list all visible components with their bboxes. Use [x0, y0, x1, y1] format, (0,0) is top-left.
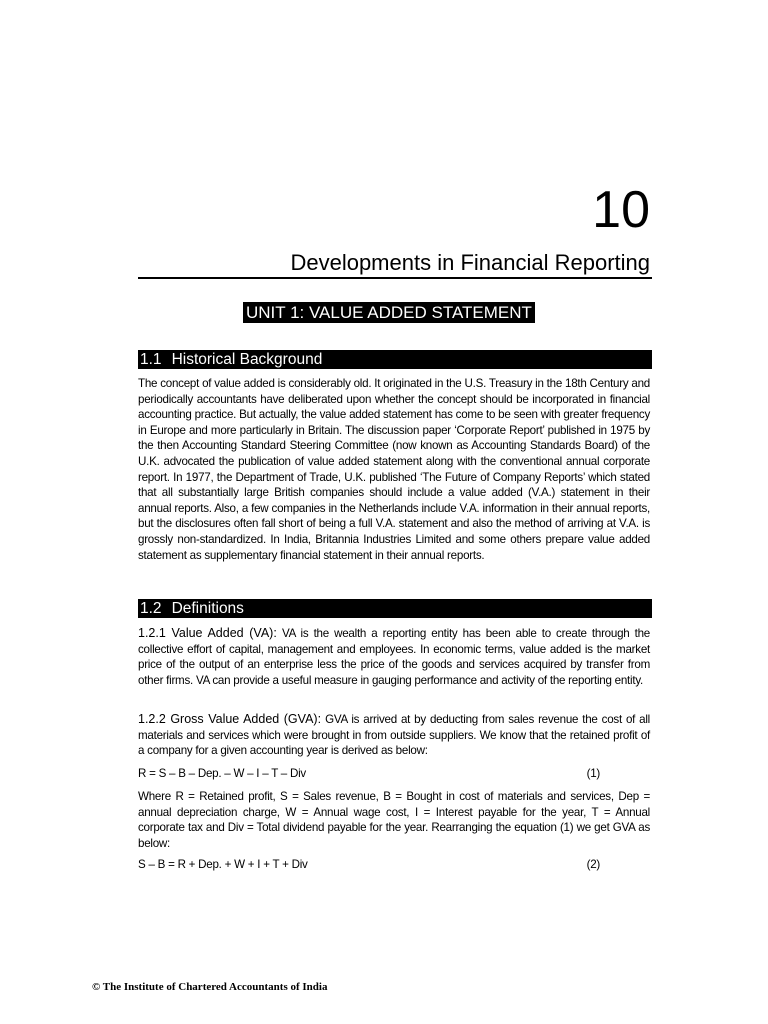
value-added-heading: 1.2.1 Value Added (VA):	[138, 626, 277, 640]
section-title: Definitions	[171, 600, 244, 617]
historical-background-paragraph: The concept of value added is considerably old. It originated in the U.S. Treasury in the 18th Century and periodically accountants have deliberated upon whether the concept should be incorporated in financial accounting practice. But actually, the value added statement has come to be seen with greater frequency in Europe and more particularly in Britain. The discussion paper ‘Corporate Report’ published in 1975 by the then Accounting Standard Steering Committee (now known as Accounting Standards Board) of the U.K. advocated the publication of value added statement along with the conventional annual corporate report. In 1977, the Department of Trade, U.K. published ‘The Future of Company Reports’ which stated that all substantially large British companies should include a value added (V.A.) statement in their annual reports. Also, a few companies in the Netherlands include V.A. information in their annual reports, but the disclosures often fall short of being a full V.A. statement and also the method of arriving at V.A. is grossly non-standardized. In India, Britannia Industries Limited and some others prepare value added statement as supplementary financial statement in their annual reports.	[138, 377, 650, 562]
section-heading-historical-background	[138, 350, 652, 369]
equation-variables-paragraph: Where R = Retained profit, S = Sales revenue, B = Bought in cost of materials and services, Dep = annual depreciation charge, W = Annual wage cost, I = Interest payable for the year, T = Annual corporate tax and Div = Total dividend payable for the year. Rearranging the equation (1) we get GVA as below:	[138, 790, 650, 850]
equation-1-expression: R = S – B – Dep. – W – I – T – Div	[138, 767, 306, 780]
equation-2-expression: S – B = R + Dep. + W + I + T + Div	[138, 858, 308, 871]
section-number: 1.2	[140, 600, 162, 617]
copyright-footer: © The Institute of Chartered Accountants of India	[92, 981, 328, 993]
section-heading-definitions	[138, 599, 652, 618]
equation-1	[138, 766, 600, 782]
equation-2-label: (2)	[586, 858, 600, 871]
unit-title: UNIT 1: VALUE ADDED STATEMENT	[243, 302, 535, 323]
value-added-definition	[138, 626, 650, 688]
section-title: Historical Background	[171, 351, 323, 368]
chapter-title: Developments in Financial Reporting	[290, 250, 650, 275]
chapter-number: 10	[592, 181, 650, 239]
gross-value-added-definition	[138, 712, 650, 759]
gross-value-added-heading: 1.2.2 Gross Value Added (GVA):	[138, 712, 322, 726]
value-added-text: VA is the wealth a reporting entity has been able to create through the collective effort of capital, management and employees. In economic terms, value added is the market price of the output of an enterprise less the price of the goods and services acquired by transfer from other firms. VA can provide a useful measure in gauging performance and activity of the reporting entity.	[138, 627, 650, 687]
equation-1-label: (1)	[586, 767, 600, 780]
chapter-title-rule	[138, 277, 652, 279]
equation-2	[138, 857, 600, 873]
section-number: 1.1	[140, 351, 162, 368]
gross-value-added-text: GVA is arrived at by deducting from sales revenue the cost of all materials and services which were brought in from outside suppliers. We know that the retained profit of a company for a given accounting year is derived as below:	[138, 713, 650, 758]
